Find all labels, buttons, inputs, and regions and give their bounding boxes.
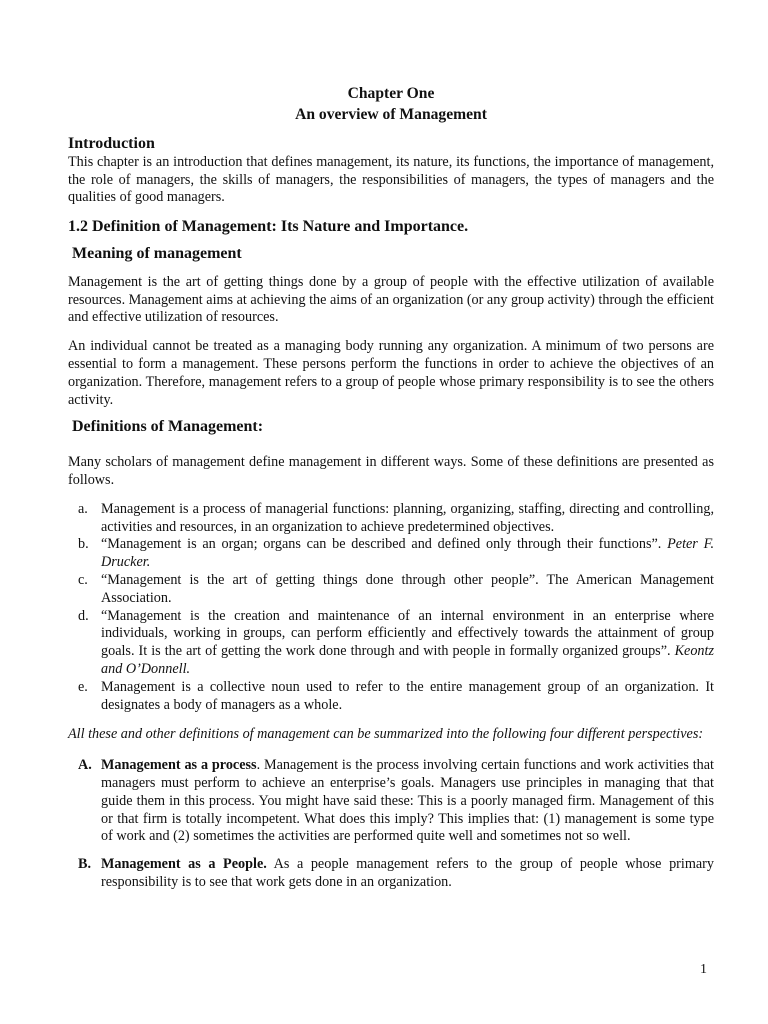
chapter-subtitle: An overview of Management [295,106,487,123]
meaning-heading: Meaning of management [72,244,242,262]
perspective-title: Management as a process [101,757,257,774]
meaning-paragraph-1: Management is the art of getting things done by a group of people with the effective utilization of available resources. Management aims at achieving the aims of an organization (or any group activity) through the efficient and effective utilization of resources. [68,273,714,326]
list-marker: a. [78,500,88,517]
perspective-title: Management as a People. [101,856,267,873]
definition-text: Management is a process of managerial functions: planning, organizing, staffing, directing and controlling, activities and resources, in an organization to achieve predetermined objectives. [101,500,714,535]
list-item [68,501,714,537]
definition-text: “Management is the creation and maintenance of an internal environment in an enterprise where individuals, working in groups, can perform efficiently and effectively towards the attainment of group goals. It is the art of getting the work done through and with people in formally organized groups”. [101,607,714,660]
definition-source: Peter F. Drucker. [101,536,714,571]
list-marker: b. [78,536,89,553]
list-item [68,572,714,608]
list-marker: d. [78,607,89,624]
perspectives-summary: All these and other definitions of management can be summarized into the following four different perspectives: [68,726,704,743]
list-marker: A. [78,757,92,774]
page-content [68,83,714,902]
definition-text: “Management is an organ; organs can be described and defined only through their functions”. [101,536,668,553]
perspective-text: . Management is the process involving certain functions and work activities that managers must perform to achieve an enterprise’s goals. Managers use principles in managing that that guide them in this process. You might have said these: This is a poorly managed firm. Management of this or that firm is totally incompetent. What does this imply? This implies that: (1) management is some type of work and (2) sometimes the activities are performed quite well and sometimes not so well. [101,757,714,845]
definitions-intro: Many scholars of management define management in different ways. Some of these definitions are presented as follows. [68,454,714,488]
definition-source: Keontz and O’Donnell. [101,643,714,677]
chapter-title: Chapter One [347,85,435,102]
definitions-heading: Definitions of Management: [72,418,264,436]
list-item [68,679,714,715]
list-item [68,536,714,572]
definition-text: Management is a collective noun used to refer to the entire management group of an organization. It designates a body of managers as a whole. [101,678,714,713]
list-marker: B. [78,856,92,873]
list-item [68,856,714,892]
intro-heading: Introduction [68,135,155,152]
section-heading: 1.2 Definition of Management: Its Nature and Importance. [68,218,469,236]
list-item [68,608,714,679]
perspective-text: As a people management refers to the group of people whose primary responsibility is to see that work gets done in an organization. [101,856,714,890]
list-item [68,757,714,846]
definitions-list [68,501,714,715]
perspectives-list [68,757,714,892]
list-marker: c. [78,571,88,588]
list-marker: e. [78,678,88,695]
intro-paragraph: This chapter is an introduction that defines management, its nature, its functions, the importance of management, the role of managers, the skills of managers, the responsibilities of managers, the types of managers and the qualities of good managers. [68,153,714,206]
meaning-paragraph-2: An individual cannot be treated as a managing body running any organization. A minimum of two persons are essential to form a management. These persons perform the functions in order to achieve the objectives of an organization. Therefore, management refers to a group of people whose primary responsibility is to see the others activity. [68,338,714,408]
definition-text: “Management is the art of getting things done through other people”. The American Management Association. [101,571,714,606]
page-number: 1 [700,962,707,977]
